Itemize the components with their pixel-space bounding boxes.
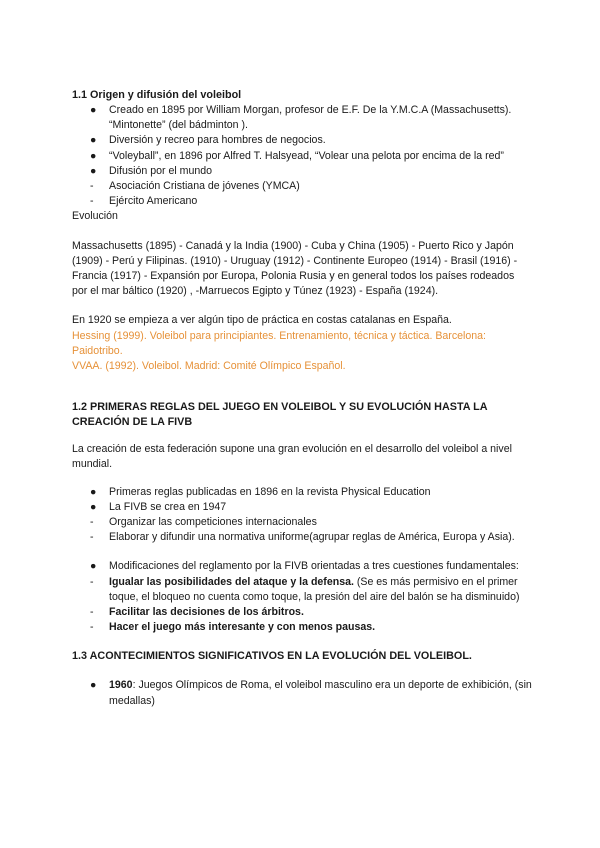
dash-marker: - bbox=[90, 531, 94, 544]
dash-marker: - bbox=[90, 195, 94, 208]
section-1-title: 1.1 Origen y difusión del voleibol bbox=[72, 89, 242, 101]
list-item-text: Difusión por el mundo bbox=[109, 164, 213, 177]
list-item bbox=[72, 149, 532, 164]
modification-bold: Igualar las posibilidades del ataque y la defensa. bbox=[109, 575, 354, 588]
list-item bbox=[72, 530, 532, 545]
section-1-list bbox=[72, 103, 532, 209]
section-3-list bbox=[72, 678, 532, 708]
dash-marker: - bbox=[90, 575, 94, 588]
list-item bbox=[72, 575, 532, 605]
evolucion-label: Evolución bbox=[72, 210, 118, 223]
list-item bbox=[72, 515, 532, 530]
list-item bbox=[72, 133, 532, 148]
list-item-text: Ejército Americano bbox=[109, 195, 198, 208]
modification-bold: Hacer el juego más interesante y con menos pausas. bbox=[109, 621, 376, 634]
bullet-marker: ● bbox=[90, 134, 97, 147]
list-item-text: Asociación Cristiana de jóvenes (YMCA) bbox=[109, 180, 300, 193]
list-item bbox=[72, 485, 532, 500]
modification-bold: Facilitar las decisiones de los árbitros. bbox=[109, 606, 304, 619]
dash-marker: - bbox=[90, 621, 94, 634]
list-item bbox=[72, 559, 532, 574]
evolucion-paragraph: Massachusetts (1895) - Canadá y la India (1900) - Cuba y China (1905) - Puerto Rico y Japón (1909) - Perú y Filipinas. (1910) - Uruguay (1912) - Continente Europeo (1914) - Brasil (1916) - Francia (1917) - Expansión por Europa, Polonia Rusia y en general todos los países rodeados por el mar báltico (1920) , -Marruecos Egipto y Túnez (1923) - España (1924). bbox=[72, 239, 518, 298]
modifications-list bbox=[72, 559, 532, 635]
list-item-text: Primeras reglas publicadas en 1896 en la revista Physical Education bbox=[109, 485, 431, 498]
document-page bbox=[72, 88, 532, 709]
dash-marker: - bbox=[90, 606, 94, 619]
list-item bbox=[72, 620, 532, 635]
modifications-intro: Modificaciones del reglamento por la FIVB orientadas a tres cuestiones fundamentales: bbox=[109, 560, 519, 573]
list-item bbox=[72, 194, 532, 209]
bullet-marker: ● bbox=[90, 679, 97, 692]
list-item-text: Organizar las competiciones internacionales bbox=[109, 516, 317, 529]
event-year: 1960 bbox=[109, 679, 133, 692]
section-3-title: 1.3 ACONTECIMIENTOS SIGNIFICATIVOS EN LA EVOLUCIÓN DEL VOLEIBOL. bbox=[72, 650, 472, 663]
list-item bbox=[72, 103, 532, 133]
reference-vvaa: VVAA. (1992). Voleibol. Madrid: Comité Olímpico Español. bbox=[72, 360, 346, 373]
section-2-title: 1.2 PRIMERAS REGLAS DEL JUEGO EN VOLEIBOL Y SU EVOLUCIÓN HASTA LA CREACIÓN DE LA FIVB bbox=[72, 401, 488, 429]
list-item bbox=[72, 678, 532, 708]
bullet-marker: ● bbox=[90, 104, 97, 116]
list-item bbox=[72, 164, 532, 179]
bullet-marker: ● bbox=[90, 500, 97, 513]
bullet-marker: ● bbox=[90, 485, 97, 498]
bullet-marker: ● bbox=[90, 560, 97, 573]
catalanas-paragraph: En 1920 se empieza a ver algún tipo de práctica en costas catalanas en España. bbox=[72, 314, 452, 327]
section-2-list bbox=[72, 485, 532, 546]
bullet-marker: ● bbox=[90, 164, 97, 177]
list-item bbox=[72, 500, 532, 515]
dash-marker: - bbox=[90, 180, 94, 193]
event-detail: : Juegos Olímpicos de Roma, el voleibol masculino era un deporte de exhibición, (sin medallas) bbox=[109, 679, 532, 707]
list-item-text: Elaborar y difundir una normativa uniforme(agrupar reglas de América, Europa y Asia). bbox=[109, 531, 515, 544]
list-item-text: Diversión y recreo para hombres de negocios. bbox=[109, 134, 326, 147]
reference-hessing: Hessing (1999). Voleibol para principiantes. Entrenamiento, técnica y táctica. Barcelona: Paidotribo. bbox=[72, 329, 486, 357]
modification-detail: (Se es más permisivo en el primer toque, el bloqueo no cuenta como toque, la presión del aire del balón se ha disminuido) bbox=[109, 575, 520, 603]
list-item bbox=[72, 179, 532, 194]
list-item-text: “Voleyball”, en 1896 por Alfred T. Halsyead, “Volear una pelota por encima de la red” bbox=[109, 149, 504, 162]
list-item bbox=[72, 605, 532, 620]
bullet-marker: ● bbox=[90, 149, 97, 162]
section-2-intro: La creación de esta federación supone una gran evolución en el desarrollo del voleibol a nivel mundial. bbox=[72, 443, 512, 471]
list-item-text: Creado en 1895 por William Morgan, profesor de E.F. De la Y.M.C.A (Massachusetts). “Mintonette” (del bádminton ). bbox=[109, 104, 512, 132]
dash-marker: - bbox=[90, 516, 94, 529]
list-item-text: La FIVB se crea en 1947 bbox=[109, 500, 227, 513]
